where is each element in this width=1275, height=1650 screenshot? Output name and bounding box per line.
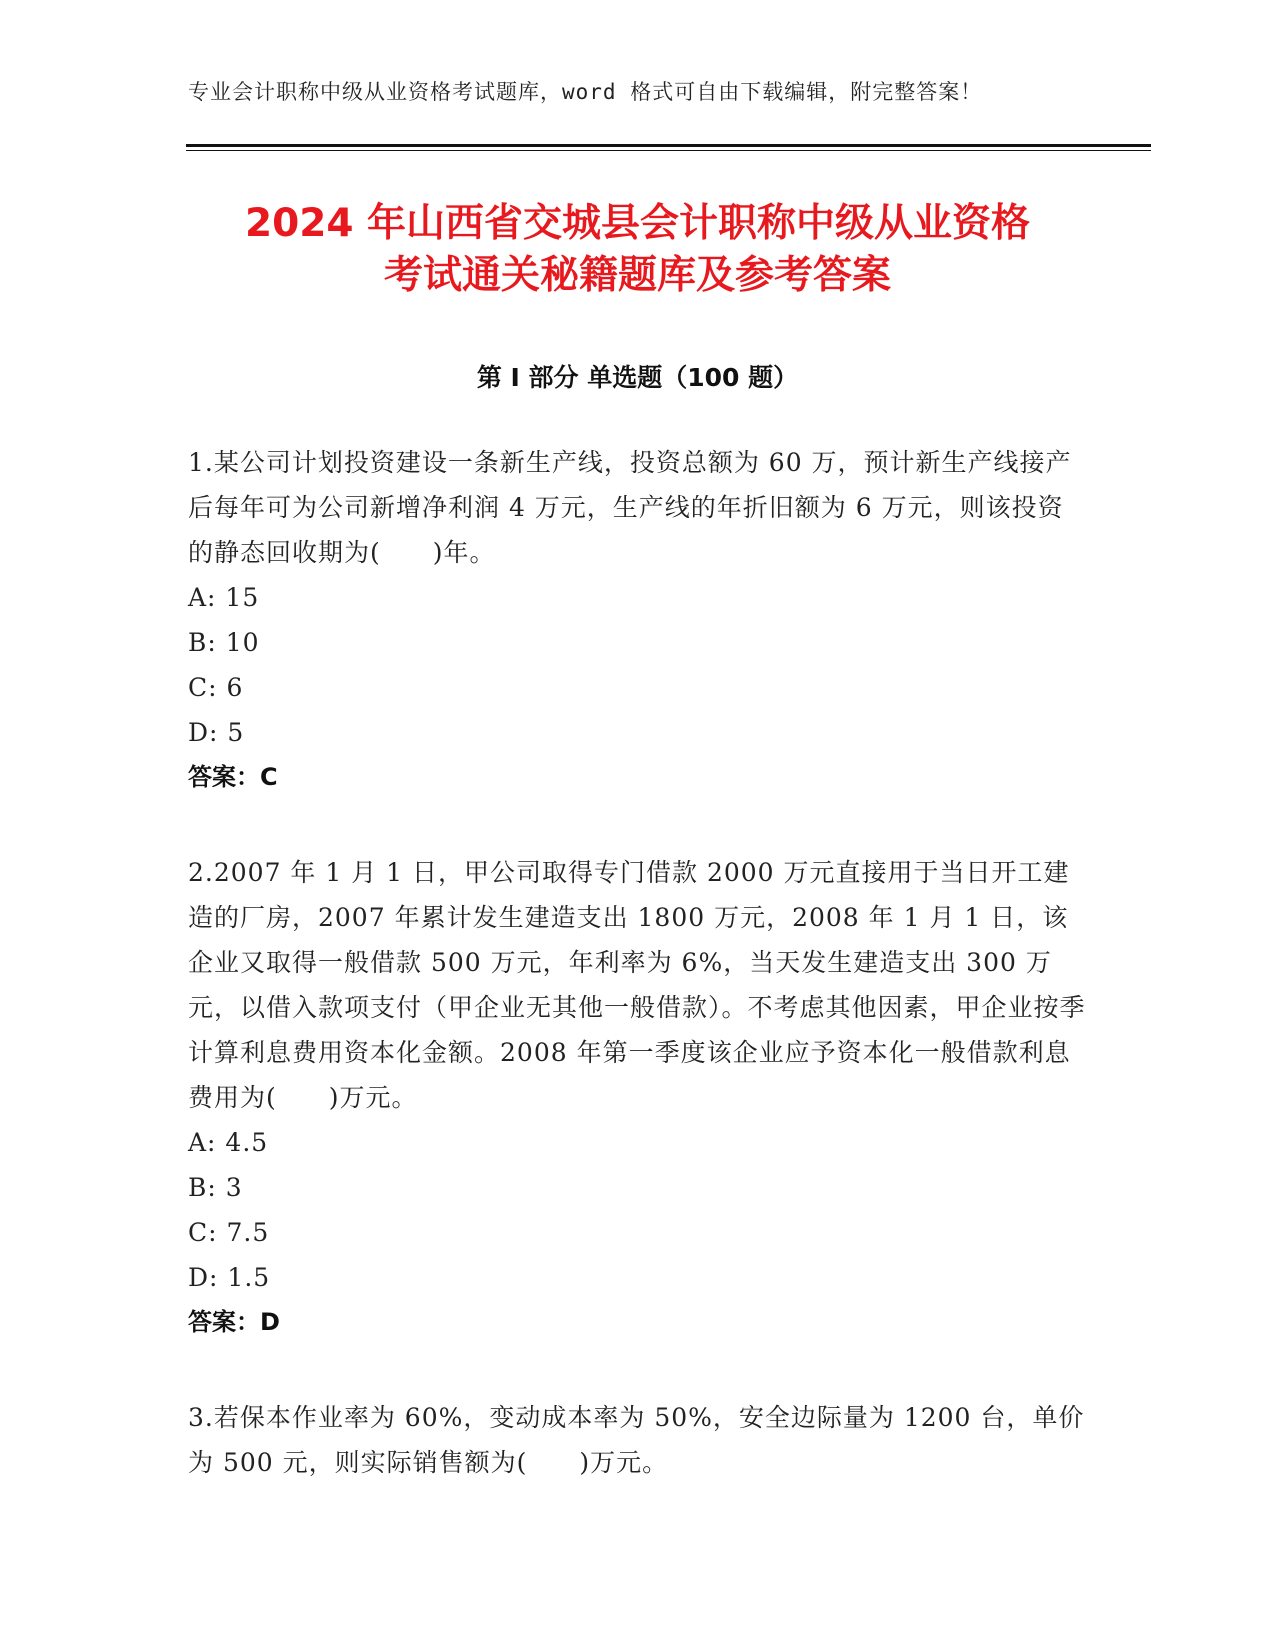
question-text: 2.2007 年 1 月 1 日，甲公司取得专门借款 2000 万元直接用于当日开工建造的厂房，2007 年累计发生建造支出 1800 万元，2008 年 1 月 1 日，该企业又取得一般借款 500 万元，年利率为 6%，当天发生建造支出 300 万元，以借入款项支付（甲企业无其他一般借款）。不考虑其他因素，甲企业按季计算利息费用资本化金额。2008 年第一季度该企业应予资本化一般借款利息费用为( )万元。 <box>188 858 1086 1112</box>
title-line-1: 2024 年山西省交城县会计职称中级从业资格 <box>244 201 1031 246</box>
question-text: 3.若保本作业率为 60%，变动成本率为 50%，安全边际量为 1200 台，单价为 500 元，则实际销售额为( )万元。 <box>188 1403 1085 1477</box>
header-divider-thin <box>186 150 1151 151</box>
option-a: A: 15 <box>188 583 260 612</box>
option-d: D: 1.5 <box>188 1263 271 1292</box>
answer-label: 答案：D <box>188 1308 280 1336</box>
document-title <box>150 198 1125 302</box>
answer-label: 答案：C <box>188 763 278 791</box>
option-c: C: 6 <box>188 673 244 702</box>
option-c: C: 7.5 <box>188 1218 270 1247</box>
option-b: B: 10 <box>188 628 260 657</box>
header-note: 专业会计职称中级从业资格考试题库，word 格式可自由下载编辑，附完整答案！ <box>188 80 983 104</box>
option-a: A: 4.5 <box>188 1128 269 1157</box>
option-b: B: 3 <box>188 1173 243 1202</box>
section-heading: 第 I 部分 单选题（100 题） <box>476 363 799 392</box>
question-text: 1.某公司计划投资建设一条新生产线，投资总额为 60 万，预计新生产线接产后每年可为公司新增净利润 4 万元，生产线的年折旧额为 6 万元，则该投资的静态回收期为( )年。 <box>188 448 1072 567</box>
question-block-3 <box>188 1395 1088 1485</box>
header-divider-thick <box>186 144 1151 147</box>
title-line-2: 考试通关秘籍题库及参考答案 <box>383 253 891 298</box>
question-block-1 <box>188 440 1088 800</box>
option-d: D: 5 <box>188 718 245 747</box>
question-block-2 <box>188 850 1088 1345</box>
